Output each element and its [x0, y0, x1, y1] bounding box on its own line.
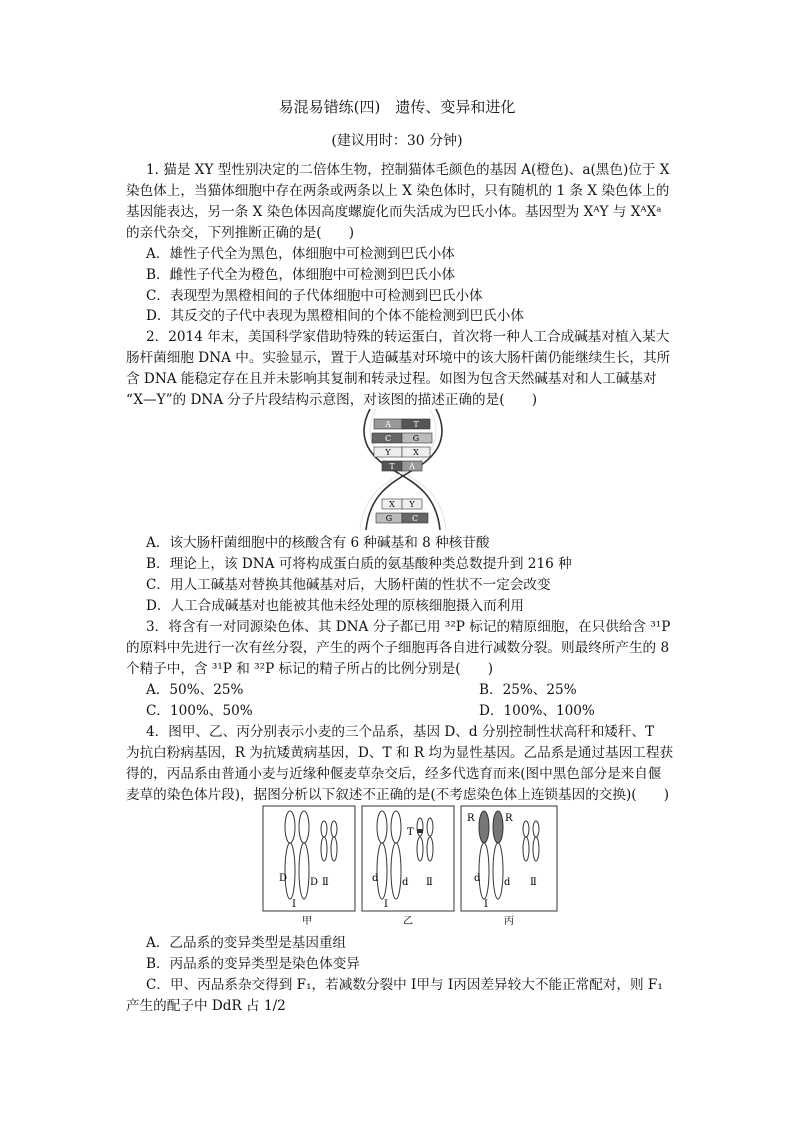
- base-pair-4: [382, 461, 422, 471]
- q3-option-d: D．100%、100%: [479, 703, 595, 719]
- svg-text:T: T: [389, 462, 395, 471]
- svg-text:Y: Y: [409, 500, 415, 509]
- q1-line-4: 的亲代杂交，下列推断正确的是( ): [126, 225, 355, 241]
- q2-option-d: D．人工合成碱基对也能被其他未经处理的原核细胞摄入而利用: [146, 598, 524, 614]
- svg-text:G: G: [412, 434, 420, 443]
- svg-text:丙: 丙: [504, 916, 514, 927]
- svg-text:d: d: [474, 873, 481, 884]
- q1-option-d: D．其反交的子代中表现为黑橙相间的个体不能检测到巴氏小体: [146, 308, 524, 324]
- svg-text:X: X: [389, 500, 395, 509]
- page-subtitle: (建议用时：30 分钟): [331, 133, 463, 149]
- svg-text:d: d: [504, 877, 511, 888]
- q4-option-a: A．乙品系的变异类型是基因重组: [146, 935, 347, 951]
- q4-line-2: 为抗白粉病基因，R 为抗矮黄病基因，D、T 和 R 均为显性基因。乙品系是通过基因工程获: [126, 745, 674, 761]
- q4-option-b: B．丙品系的变异类型是染色体变异: [146, 956, 360, 972]
- svg-text:D: D: [310, 877, 319, 888]
- q1-line-2: 染色体上，当猫体细胞中存在两条或两条以上 X 染色体时，只有随机的 1 条 X 染色体上的: [126, 183, 670, 199]
- base-pair-6: [376, 513, 428, 523]
- q4-option-c-continued: 产生的配子中 DdR 占 1/2: [126, 998, 286, 1014]
- svg-text:A: A: [409, 462, 415, 471]
- svg-text:Ⅰ: Ⅰ: [484, 899, 488, 910]
- svg-text:d: d: [402, 877, 409, 888]
- panel-jia: [263, 806, 355, 927]
- q3-line-3: 个精子中，含 ³¹P 和 ³²P 标记的精子所占的比例分别是( ): [126, 661, 494, 677]
- svg-text:G: G: [385, 514, 393, 523]
- q2-line-3: 含 DNA 能稳定存在且并未影响其复制和转录过程。如图为包含天然碱基对和人工碱基对: [126, 371, 657, 387]
- svg-text:T: T: [407, 827, 414, 838]
- panel-bing: [461, 806, 557, 927]
- svg-text:Y: Y: [385, 448, 391, 457]
- page-title: 易混易错练(四) 遗传、变异和进化: [278, 98, 516, 116]
- base-pair-1: [374, 419, 430, 429]
- dna-structure-figure: [358, 407, 448, 532]
- q2-line-4: “X—Y”的 DNA 分子片段结构示意图，对该图的描述正确的是( ): [126, 392, 538, 408]
- svg-text:R: R: [467, 813, 475, 824]
- svg-text:C: C: [411, 514, 419, 523]
- svg-text:d: d: [372, 873, 379, 884]
- svg-text:Ⅰ: Ⅰ: [384, 899, 388, 910]
- q3-option-a: A．50%、25%: [146, 682, 244, 698]
- svg-text:乙: 乙: [403, 916, 413, 927]
- q1-line-1: 1. 猫是 XY 型性别决定的二倍体生物，控制猫体毛颜色的基因 A(橙色)、a(黑色)位于 X: [146, 162, 670, 178]
- q4-line-1: 4．图甲、乙、丙分别表示小麦的三个品系，基因 D、d 分别控制性状高秆和矮秆、T: [146, 724, 655, 740]
- q2-option-b: B．理论上，该 DNA 可将构成蛋白质的氨基酸种类总数提升到 216 种: [146, 556, 572, 572]
- q2-option-a: A．该大肠杆菌细胞中的核酸含有 6 种碱基和 8 种核苷酸: [146, 535, 490, 551]
- q3-option-b: B．25%、25%: [479, 682, 577, 698]
- svg-text:Ⅱ: Ⅱ: [322, 877, 329, 888]
- svg-text:X: X: [413, 448, 419, 457]
- q1-option-c: C．表现型为黑橙相间的子代体细胞中可检测到巴氏小体: [146, 288, 483, 304]
- base-pair-2: [372, 433, 432, 443]
- q2-line-1: 2．2014 年末，美国科学家借助特殊的转运蛋白，首次将一种人工合成碱基对植入某大: [146, 329, 670, 345]
- q1-option-b: B．雌性子代全为橙色，体细胞中可检测到巴氏小体: [146, 267, 456, 283]
- q3-option-c: C．100%、50%: [146, 703, 253, 719]
- q4-line-3: 得的，丙品系由普通小麦与近缘种偃麦草杂交后，经多代选育而来(图中黑色部分是来自偃: [126, 766, 662, 782]
- q2-option-c: C．用人工碱基对替换其他碱基对后，大肠杆菌的性状不一定会改变: [146, 577, 551, 593]
- svg-text:R: R: [505, 813, 513, 824]
- q4-option-c: C．甲、丙品系杂交得到 F₁，若减数分裂中 Ⅰ甲与 Ⅰ丙因差异较大不能正常配对，则 F₁: [146, 977, 663, 993]
- chromosome-figure: [262, 805, 559, 930]
- svg-text:A: A: [385, 420, 391, 429]
- base-pair-3: [374, 447, 430, 457]
- svg-text:甲: 甲: [302, 916, 312, 927]
- q1-line-3: 基因能表达，另一条 X 染色体因高度螺旋化而失活成为巴氏小体。基因型为 XᴬY 与 XᴬXᵃ: [126, 204, 662, 220]
- q2-line-2: 肠杆菌细胞 DNA 中。实验显示，置于人造碱基对环境中的该大肠杆菌仍能继续生长，其所: [126, 350, 671, 366]
- base-pair-5: [382, 499, 422, 509]
- svg-text:D: D: [279, 873, 288, 884]
- q1-option-a: A．雄性子代全为黑色，体细胞中可检测到巴氏小体: [146, 246, 455, 262]
- svg-text:Ⅱ: Ⅱ: [426, 877, 433, 888]
- panel-yi: [362, 806, 454, 927]
- q4-line-4: 麦草的染色体片段)，据图分析以下叙述不正确的是(不考虑染色体上连锁基因的交换)( ): [126, 787, 670, 803]
- svg-text:Ⅰ: Ⅰ: [292, 899, 296, 910]
- q3-line-1: 3．将含有一对同源染色体、其 DNA 分子都已用 ³²P 标记的精原细胞，在只供给含 ³¹P: [146, 619, 671, 635]
- svg-text:C: C: [384, 434, 392, 443]
- svg-text:Ⅱ: Ⅱ: [530, 877, 537, 888]
- svg-text:T: T: [413, 420, 419, 429]
- q3-line-2: 的原料中先进行一次有丝分裂，产生的两个子细胞再各自进行减数分裂。则最终所产生的 8: [126, 640, 670, 656]
